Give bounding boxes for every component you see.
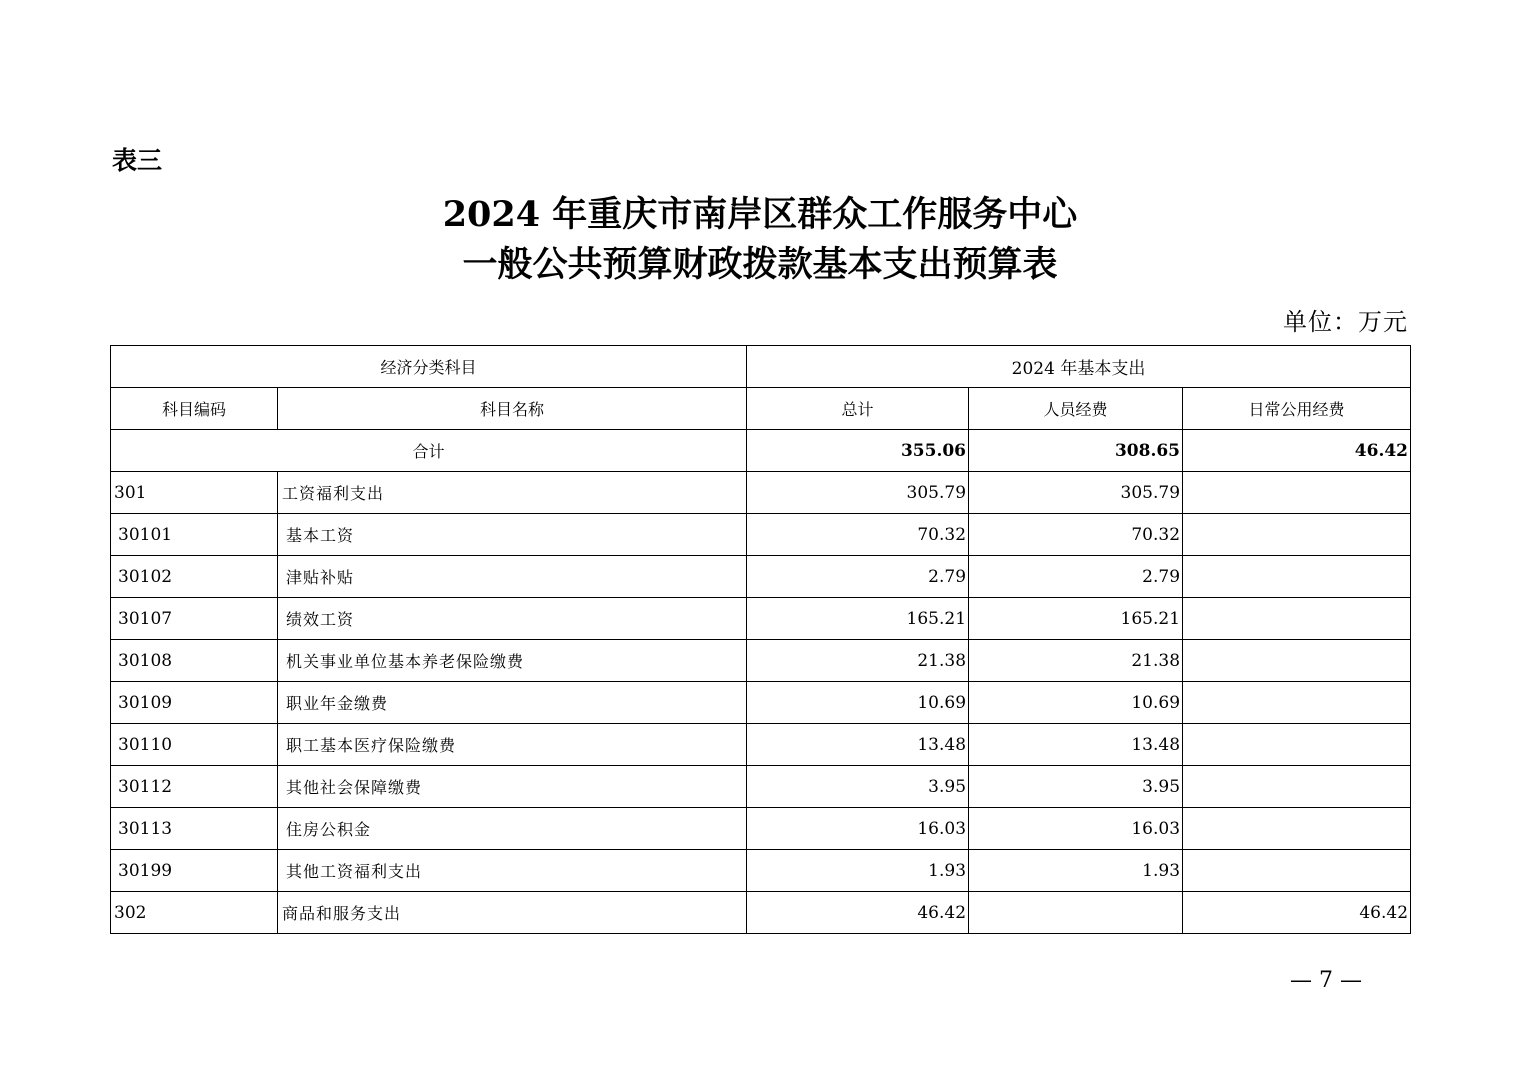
total-personnel: 308.65 bbox=[969, 430, 1183, 472]
row-public bbox=[1183, 472, 1411, 514]
header-personnel: 人员经费 bbox=[969, 388, 1183, 430]
row-total: 1.93 bbox=[747, 850, 969, 892]
header-total: 总计 bbox=[747, 388, 969, 430]
row-name: 职工基本医疗保险缴费 bbox=[278, 724, 747, 766]
table-row bbox=[111, 556, 1411, 598]
row-code: 30113 bbox=[111, 808, 278, 850]
table-label: 表三 bbox=[112, 146, 163, 175]
row-name: 基本工资 bbox=[278, 514, 747, 556]
header-economic-category: 经济分类科目 bbox=[111, 346, 747, 388]
row-personnel: 305.79 bbox=[969, 472, 1183, 514]
row-code: 30109 bbox=[111, 682, 278, 724]
row-personnel: 1.93 bbox=[969, 850, 1183, 892]
row-code: 30101 bbox=[111, 514, 278, 556]
row-public bbox=[1183, 640, 1411, 682]
row-total: 46.42 bbox=[747, 892, 969, 934]
row-name: 津贴补贴 bbox=[278, 556, 747, 598]
row-personnel: 3.95 bbox=[969, 766, 1183, 808]
table-row bbox=[111, 682, 1411, 724]
row-public bbox=[1183, 808, 1411, 850]
header-public: 日常公用经费 bbox=[1183, 388, 1411, 430]
row-name: 商品和服务支出 bbox=[278, 892, 747, 934]
header-name: 科目名称 bbox=[278, 388, 747, 430]
row-personnel: 13.48 bbox=[969, 724, 1183, 766]
row-total: 2.79 bbox=[747, 556, 969, 598]
unit-label: 单位：万元 bbox=[1283, 308, 1408, 336]
header-code: 科目编码 bbox=[111, 388, 278, 430]
row-personnel: 16.03 bbox=[969, 808, 1183, 850]
row-personnel: 165.21 bbox=[969, 598, 1183, 640]
row-total: 16.03 bbox=[747, 808, 969, 850]
total-sum: 355.06 bbox=[747, 430, 969, 472]
header-basic-expense: 2024 年基本支出 bbox=[747, 346, 1411, 388]
row-public bbox=[1183, 514, 1411, 556]
table-row bbox=[111, 514, 1411, 556]
row-personnel: 21.38 bbox=[969, 640, 1183, 682]
row-public bbox=[1183, 556, 1411, 598]
table-row bbox=[111, 850, 1411, 892]
row-code: 30108 bbox=[111, 640, 278, 682]
row-name: 绩效工资 bbox=[278, 598, 747, 640]
row-public bbox=[1183, 682, 1411, 724]
row-public bbox=[1183, 598, 1411, 640]
table-row bbox=[111, 472, 1411, 514]
row-code: 30110 bbox=[111, 724, 278, 766]
row-personnel: 10.69 bbox=[969, 682, 1183, 724]
row-personnel: 2.79 bbox=[969, 556, 1183, 598]
row-total: 70.32 bbox=[747, 514, 969, 556]
table-row bbox=[111, 724, 1411, 766]
row-personnel bbox=[969, 892, 1183, 934]
row-code: 302 bbox=[111, 892, 278, 934]
row-public: 46.42 bbox=[1183, 892, 1411, 934]
table-row bbox=[111, 892, 1411, 934]
group-header-row bbox=[111, 346, 1411, 388]
table-row bbox=[111, 766, 1411, 808]
budget-table bbox=[110, 345, 1411, 934]
row-name: 其他社会保障缴费 bbox=[278, 766, 747, 808]
row-public bbox=[1183, 850, 1411, 892]
row-code: 301 bbox=[111, 472, 278, 514]
page-number: — 7 — bbox=[1290, 968, 1362, 993]
total-label: 合计 bbox=[111, 430, 747, 472]
row-code: 30112 bbox=[111, 766, 278, 808]
table-row bbox=[111, 640, 1411, 682]
row-code: 30102 bbox=[111, 556, 278, 598]
page-title-line-2: 一般公共预算财政拨款基本支出预算表 bbox=[462, 244, 1058, 285]
column-header-row bbox=[111, 388, 1411, 430]
row-name: 机关事业单位基本养老保险缴费 bbox=[278, 640, 747, 682]
row-total: 165.21 bbox=[747, 598, 969, 640]
row-name: 其他工资福利支出 bbox=[278, 850, 747, 892]
row-name: 住房公积金 bbox=[278, 808, 747, 850]
row-total: 21.38 bbox=[747, 640, 969, 682]
row-name: 工资福利支出 bbox=[278, 472, 747, 514]
row-public bbox=[1183, 766, 1411, 808]
row-total: 3.95 bbox=[747, 766, 969, 808]
table-row bbox=[111, 598, 1411, 640]
row-total: 305.79 bbox=[747, 472, 969, 514]
table-row bbox=[111, 808, 1411, 850]
page-title-line-1: 2024 年重庆市南岸区群众工作服务中心 bbox=[442, 194, 1078, 235]
total-public: 46.42 bbox=[1183, 430, 1411, 472]
row-total: 13.48 bbox=[747, 724, 969, 766]
row-code: 30199 bbox=[111, 850, 278, 892]
row-code: 30107 bbox=[111, 598, 278, 640]
row-personnel: 70.32 bbox=[969, 514, 1183, 556]
row-total: 10.69 bbox=[747, 682, 969, 724]
row-public bbox=[1183, 724, 1411, 766]
row-name: 职业年金缴费 bbox=[278, 682, 747, 724]
total-row bbox=[111, 430, 1411, 472]
